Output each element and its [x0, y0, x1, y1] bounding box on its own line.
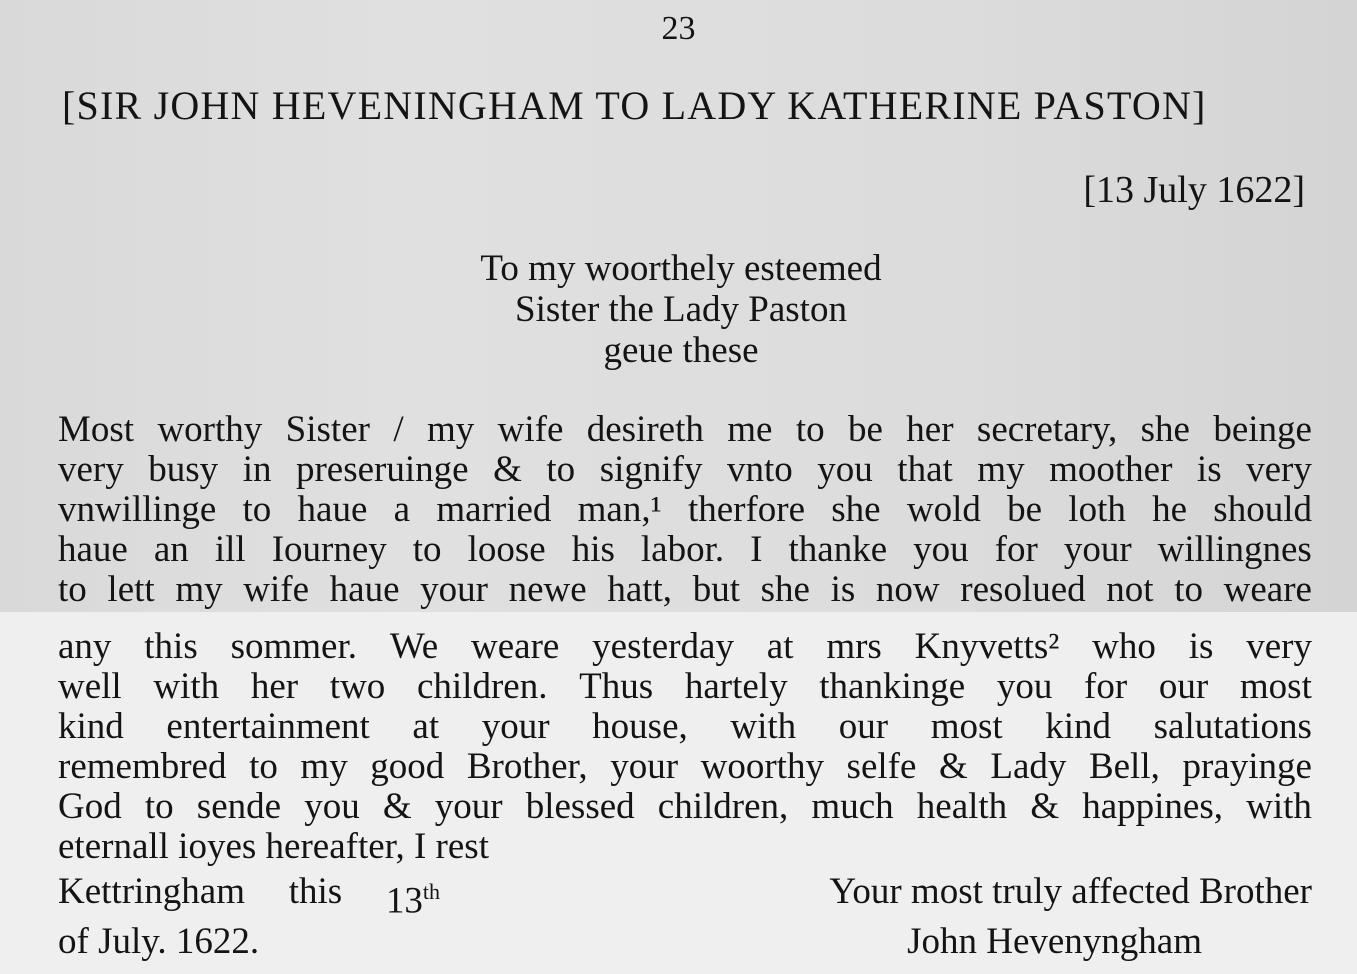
letter-word: therfore	[687, 489, 806, 530]
letter-word: now	[875, 569, 940, 610]
letter-word: my	[426, 409, 475, 450]
letter-word: wold	[906, 489, 981, 530]
letter-word: sende	[196, 786, 282, 827]
letter-word: vnwillinge	[58, 489, 217, 530]
address-line: Sister the Lady Paston	[515, 289, 847, 330]
letter-word: willingnes	[1157, 529, 1312, 570]
letter-word: prayinge	[1182, 746, 1312, 787]
letter-word: haue	[58, 529, 128, 570]
closing-place-word: 13th	[385, 879, 440, 922]
letter-word: she	[1140, 409, 1190, 450]
closing-place-word: Kettringham	[58, 871, 246, 912]
letter-word: Thus	[579, 666, 654, 707]
letter-body-lower	[58, 627, 1312, 827]
letter-word: haue	[329, 569, 400, 610]
letter-word: not	[1106, 569, 1154, 610]
letter-word: lett	[107, 569, 155, 610]
letter-word: married	[436, 489, 552, 530]
letter-word: beinge	[1213, 409, 1312, 450]
letter-word: Iourney	[271, 529, 387, 570]
letter-word: to	[412, 529, 442, 570]
letter-word: salutations	[1153, 706, 1312, 747]
letter-line	[58, 490, 1312, 530]
letter-body-upper	[58, 410, 1312, 610]
letter-word: house,	[592, 706, 688, 747]
letter-word: in	[242, 449, 272, 490]
letter-word: preseruinge	[295, 449, 469, 490]
letter-word: wife	[243, 569, 309, 610]
letter-heading: [SIR JOHN HEVENINGHAM TO LADY KATHERINE PASTON]	[62, 83, 1207, 128]
letter-word: most	[1239, 666, 1312, 707]
letter-closing	[58, 871, 1312, 962]
letter-word: is	[1188, 626, 1214, 667]
letter-line	[58, 627, 1312, 667]
letter-date: [13 July 1622]	[1083, 169, 1305, 211]
letter-word: Knyvetts²	[914, 626, 1060, 667]
letter-word: who	[1092, 626, 1156, 667]
letter-word: &	[938, 746, 968, 787]
letter-word: to	[546, 449, 576, 490]
letter-word: happines,	[1082, 786, 1224, 827]
letter-address	[0, 248, 1357, 371]
letter-line	[58, 530, 1312, 570]
letter-word: signify	[599, 449, 703, 490]
letter-word: hatt,	[607, 569, 673, 610]
address-line: To my woorthely esteemed	[480, 248, 882, 289]
letter-word: hartely	[684, 666, 788, 707]
letter-body	[58, 410, 1312, 867]
letter-word: his	[571, 529, 615, 570]
letter-word: your	[434, 786, 503, 827]
closing-valediction: Your most truly affected Brother	[829, 871, 1312, 912]
letter-word: thanke	[788, 529, 888, 570]
letter-word: most	[930, 706, 1003, 747]
letter-word: woorthy	[700, 746, 824, 787]
letter-word: to	[249, 746, 278, 787]
letter-word: God	[58, 786, 122, 827]
letter-word: you	[304, 786, 360, 827]
letter-word: be	[1007, 489, 1043, 530]
letter-line	[58, 410, 1312, 450]
letter-word: selfe	[846, 746, 917, 787]
letter-word: two	[329, 666, 386, 707]
letter-line	[58, 667, 1312, 707]
letter-word: much	[811, 786, 894, 827]
letter-word: blessed	[525, 786, 635, 827]
page-number: 23	[661, 10, 696, 47]
letter-word: Most	[58, 409, 135, 450]
letter-word: to	[242, 489, 272, 530]
letter-line	[58, 450, 1312, 490]
letter-word: &	[1030, 786, 1060, 827]
letter-word: &	[382, 786, 412, 827]
letter-word: Brother,	[466, 746, 588, 787]
letter-word: entertainment	[166, 706, 370, 747]
letter-word: our	[1158, 666, 1209, 707]
letter-word: her	[906, 409, 954, 450]
letter-word: mrs	[826, 626, 882, 667]
letter-word: &	[493, 449, 522, 490]
letter-word: children,	[657, 786, 789, 827]
letter-word: your	[481, 706, 550, 747]
letter-word: thankinge	[819, 666, 966, 707]
letter-word: you	[913, 529, 969, 570]
letter-word: any	[58, 626, 112, 667]
letter-word: kind	[58, 706, 124, 747]
letter-word: moother	[1049, 449, 1173, 490]
letter-word: she	[760, 569, 810, 610]
letter-word: this	[144, 626, 198, 667]
letter-word: newe	[508, 569, 587, 610]
closing-signature: John Hevenyngham	[907, 921, 1202, 963]
letter-word: very	[58, 449, 124, 490]
letter-word: she	[831, 489, 881, 530]
closing-place	[58, 871, 440, 921]
letter-word: busy	[148, 449, 219, 490]
letter-word: my	[977, 449, 1025, 490]
letter-word: children.	[416, 666, 548, 707]
letter-word: loth	[1068, 489, 1126, 530]
letter-word: with	[153, 666, 220, 707]
letter-word: wife	[497, 409, 564, 450]
letter-word: resolued	[960, 569, 1086, 610]
letter-word: /	[393, 409, 404, 450]
letter-word: kind	[1045, 706, 1112, 747]
letter-line: eternall ioyes hereafter, I rest	[58, 826, 489, 867]
letter-word: your	[610, 746, 679, 787]
letter-word: be	[847, 409, 883, 450]
letter-word: yesterday	[592, 626, 734, 667]
letter-word: my	[175, 569, 223, 610]
letter-word: our	[838, 706, 889, 747]
letter-word: Bell,	[1088, 746, 1160, 787]
letter-word: is	[830, 569, 856, 610]
letter-word: We	[389, 626, 439, 667]
letter-word: worthy	[157, 409, 263, 450]
letter-word: labor.	[640, 529, 725, 570]
letter-word: man,¹	[577, 489, 662, 530]
letter-word: with	[730, 706, 797, 747]
letter-word: your	[1063, 529, 1132, 570]
letter-line	[58, 747, 1312, 787]
letter-word: desireth	[586, 409, 704, 450]
letter-word: should	[1213, 489, 1312, 530]
letter-word: sommer.	[230, 626, 357, 667]
letter-word: for	[994, 529, 1038, 570]
letter-word: weare	[471, 626, 560, 667]
letter-word: remembred	[58, 746, 227, 787]
letter-word: you	[996, 666, 1053, 707]
letter-word: well	[58, 666, 122, 707]
address-line: geue these	[603, 330, 759, 371]
letter-word: but	[692, 569, 740, 610]
letter-word: to	[58, 569, 87, 610]
letter-word: for	[1084, 666, 1128, 707]
letter-word: very	[1246, 449, 1312, 490]
letter-word: Sister	[285, 409, 370, 450]
letter-line	[58, 707, 1312, 747]
letter-word: good	[370, 746, 445, 787]
letter-word: Lady	[990, 746, 1067, 787]
letter-word: you	[817, 449, 873, 490]
letter-word: ill	[214, 529, 246, 570]
letter-word: secretary,	[976, 409, 1118, 450]
letter-word: my	[300, 746, 348, 787]
letter-word: to	[144, 786, 174, 827]
letter-word: weare	[1223, 569, 1312, 610]
letter-word: very	[1246, 626, 1312, 667]
letter-word: loose	[467, 529, 546, 570]
letter-word: haue	[297, 489, 368, 530]
letter-word: your	[420, 569, 488, 610]
closing-place-word: this	[288, 871, 343, 912]
letter-word: health	[916, 786, 1008, 827]
letter-word: a	[393, 489, 411, 530]
letter-word: at	[412, 706, 440, 747]
letter-word: with	[1246, 786, 1312, 827]
letter-word: is	[1196, 449, 1222, 490]
letter-word: her	[250, 666, 299, 707]
letter-word: at	[766, 626, 794, 667]
letter-word: an	[153, 529, 189, 570]
closing-date: of July. 1622.	[58, 921, 260, 963]
letter-word: to	[795, 409, 825, 450]
letter-word: vnto	[726, 449, 793, 490]
letter-word: that	[897, 449, 953, 490]
letter-line	[58, 570, 1312, 610]
letter-word: he	[1152, 489, 1188, 530]
letter-word: me	[727, 409, 773, 450]
letter-line	[58, 787, 1312, 827]
letter-word: I	[750, 529, 763, 570]
letter-word: to	[1174, 569, 1203, 610]
